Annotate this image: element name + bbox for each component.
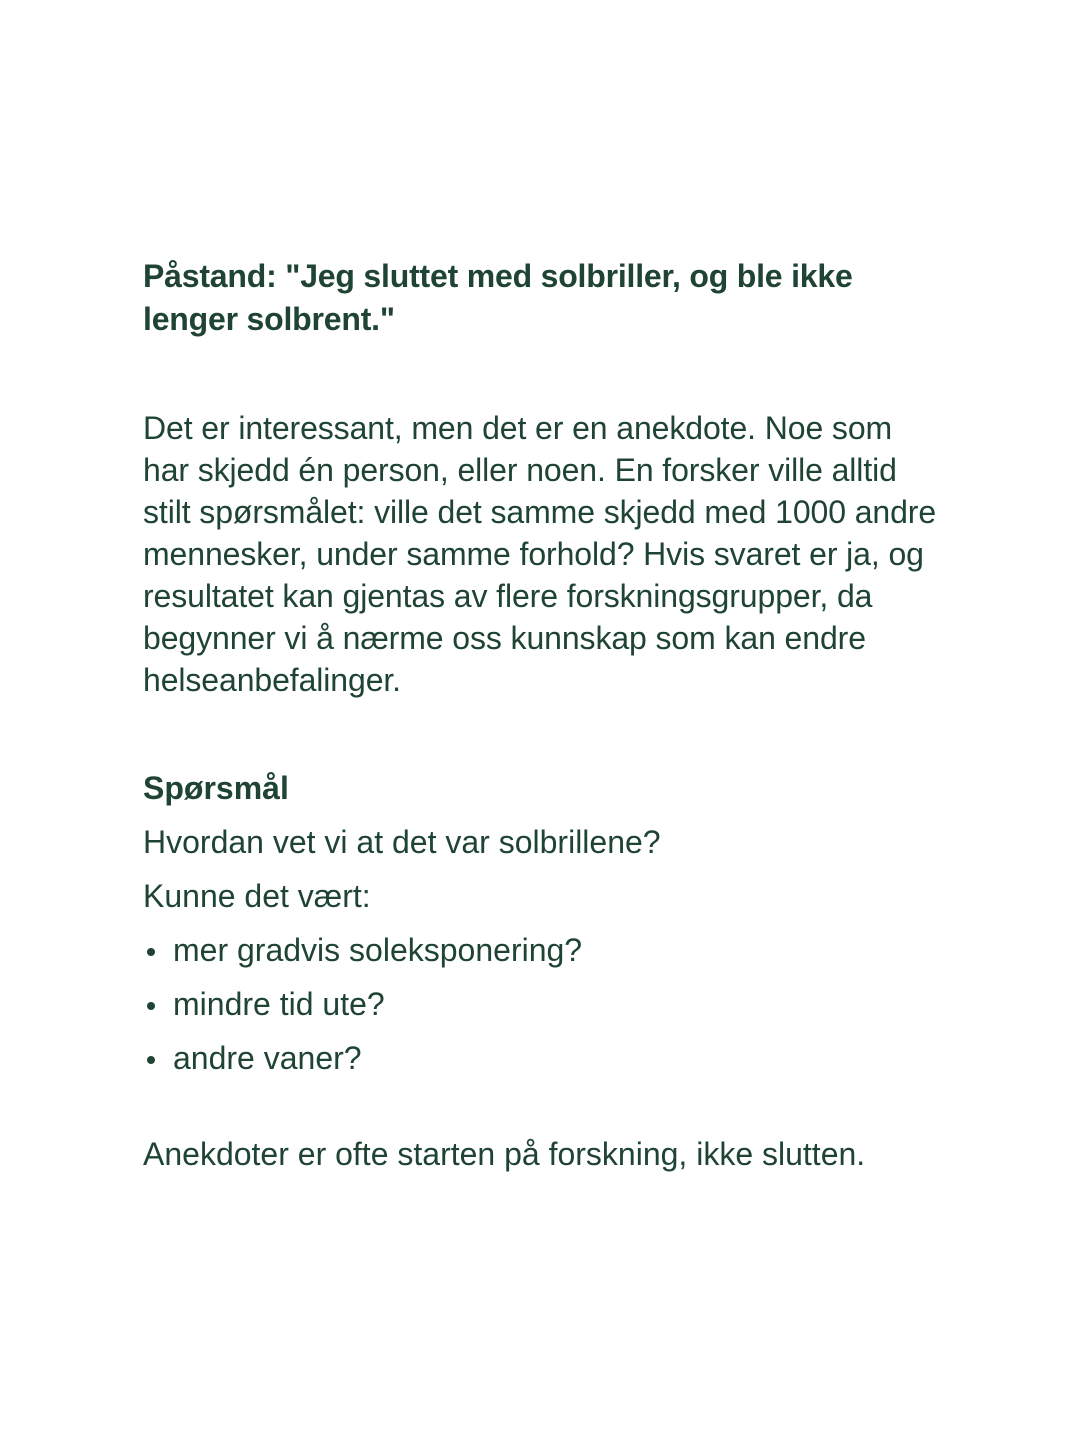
questions-heading: Spørsmål bbox=[143, 770, 289, 806]
list-item-text: mindre tid ute? bbox=[173, 986, 385, 1022]
question-text: Hvordan vet vi at det var solbrillene? bbox=[143, 824, 661, 860]
article-content bbox=[143, 255, 943, 1175]
alternatives-intro: Kunne det vært: bbox=[143, 878, 371, 914]
conclusion-text: Anekdoter er ofte starten på forskning, ikke slutten. bbox=[143, 1136, 866, 1172]
list-item bbox=[143, 929, 943, 971]
list-item bbox=[143, 983, 943, 1025]
list-item bbox=[143, 1037, 943, 1079]
claim-heading: Påstand: "Jeg sluttet med solbriller, og ble ikke lenger solbrent." bbox=[143, 258, 853, 337]
bullet-icon bbox=[147, 1002, 155, 1010]
list-item-text: mer gradvis soleksponering? bbox=[173, 932, 583, 968]
list-item-text: andre vaner? bbox=[173, 1040, 362, 1076]
anecdote-paragraph: Det er interessant, men det er en anekdote. Noe som har skjedd én person, eller noen. En forsker ville alltid stilt spørsmålet: ville det samme skjedd med 1000 andre mennesker, under samme forhold? Hvis svaret er ja, og resultatet kan gjentas av flere forskningsgrupper, da begynner vi å nærme oss kunnskap som kan endre helseanbefalinger. bbox=[143, 410, 937, 698]
bullet-icon bbox=[147, 1056, 155, 1064]
bullet-icon bbox=[147, 948, 155, 956]
alternatives-list bbox=[143, 929, 943, 1079]
